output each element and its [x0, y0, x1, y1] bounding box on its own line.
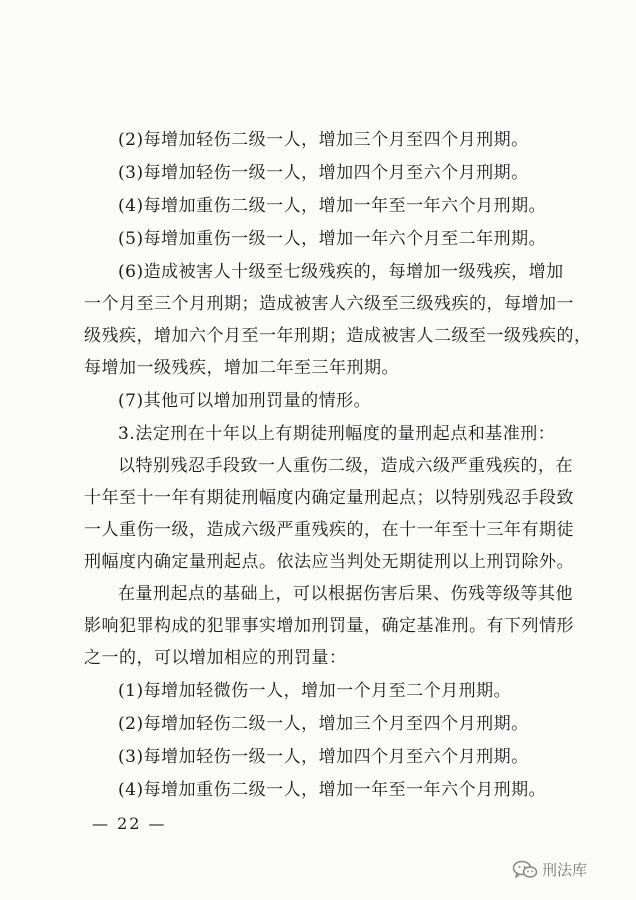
text-line: 之一的，可以增加相应的刑罚量： [84, 648, 347, 668]
text-line: (3)每增加轻伤一级一人，增加四个月至六个月刑期。 [118, 747, 529, 767]
text-line: (5)每增加重伤一级一人，增加一年六个月至二年刑期。 [118, 229, 547, 249]
watermark [512, 859, 587, 880]
text-line: 每增加一级残疾，增加二年至三年刑期。 [84, 358, 399, 378]
watermark-text: 刑法库 [542, 861, 588, 879]
text-line: (3)每增加轻伤一级一人，增加四个月至六个月刑期。 [118, 163, 529, 183]
text-line: (4)每增加重伤二级一人，增加一年至一年六个月刑期。 [118, 196, 547, 216]
text-line: (2)每增加轻伤二级一人，增加三个月至四个月刑期。 [118, 714, 529, 734]
page-number: — 22 — [92, 814, 167, 833]
text-line: (6)造成被害人十级至七级残疾的，每增加一级残疾，增加 [118, 262, 564, 282]
section-heading: 3.法定刑在十年以上有期徒刑幅度的量刑起点和基准刑： [118, 424, 556, 444]
text-line: 一个月至三个月刑期；造成被害人六级至三级残疾的，每增加一 [84, 294, 574, 314]
text-line: (7)其他可以增加刑罚量的情形。 [118, 391, 372, 411]
text-line: 以特别残忍手段致一人重伤二级，造成六级严重残疾的，在 [118, 456, 573, 476]
text-line: 在量刑起点的基础上，可以根据伤害后果、伤残等级等其他 [118, 584, 573, 604]
text-line: (4)每增加重伤二级一人，增加一年至一年六个月刑期。 [118, 780, 547, 800]
text-line: (2)每增加轻伤二级一人，增加三个月至四个月刑期。 [118, 130, 529, 150]
text-line: 影响犯罪构成的犯罪事实增加刑罚量，确定基准刑。有下列情形 [84, 616, 574, 636]
text-line: 刑幅度内确定量刑起点。依法应当判处无期徒刑以上刑罚除外。 [84, 552, 574, 572]
text-line: 十年至十一年有期徒刑幅度内确定量刑起点；以特别残忍手段致 [84, 488, 574, 508]
wechat-icon [512, 860, 538, 880]
text-line: (1)每增加轻微伤一人，增加一个月至二个月刑期。 [118, 681, 512, 701]
text-line: 一人重伤一级，造成六级严重残疾的，在十一年至十三年有期徒 [84, 520, 574, 540]
text-line: 级残疾，增加六个月至一年刑期；造成被害人二级至一级残疾的， [84, 326, 592, 346]
